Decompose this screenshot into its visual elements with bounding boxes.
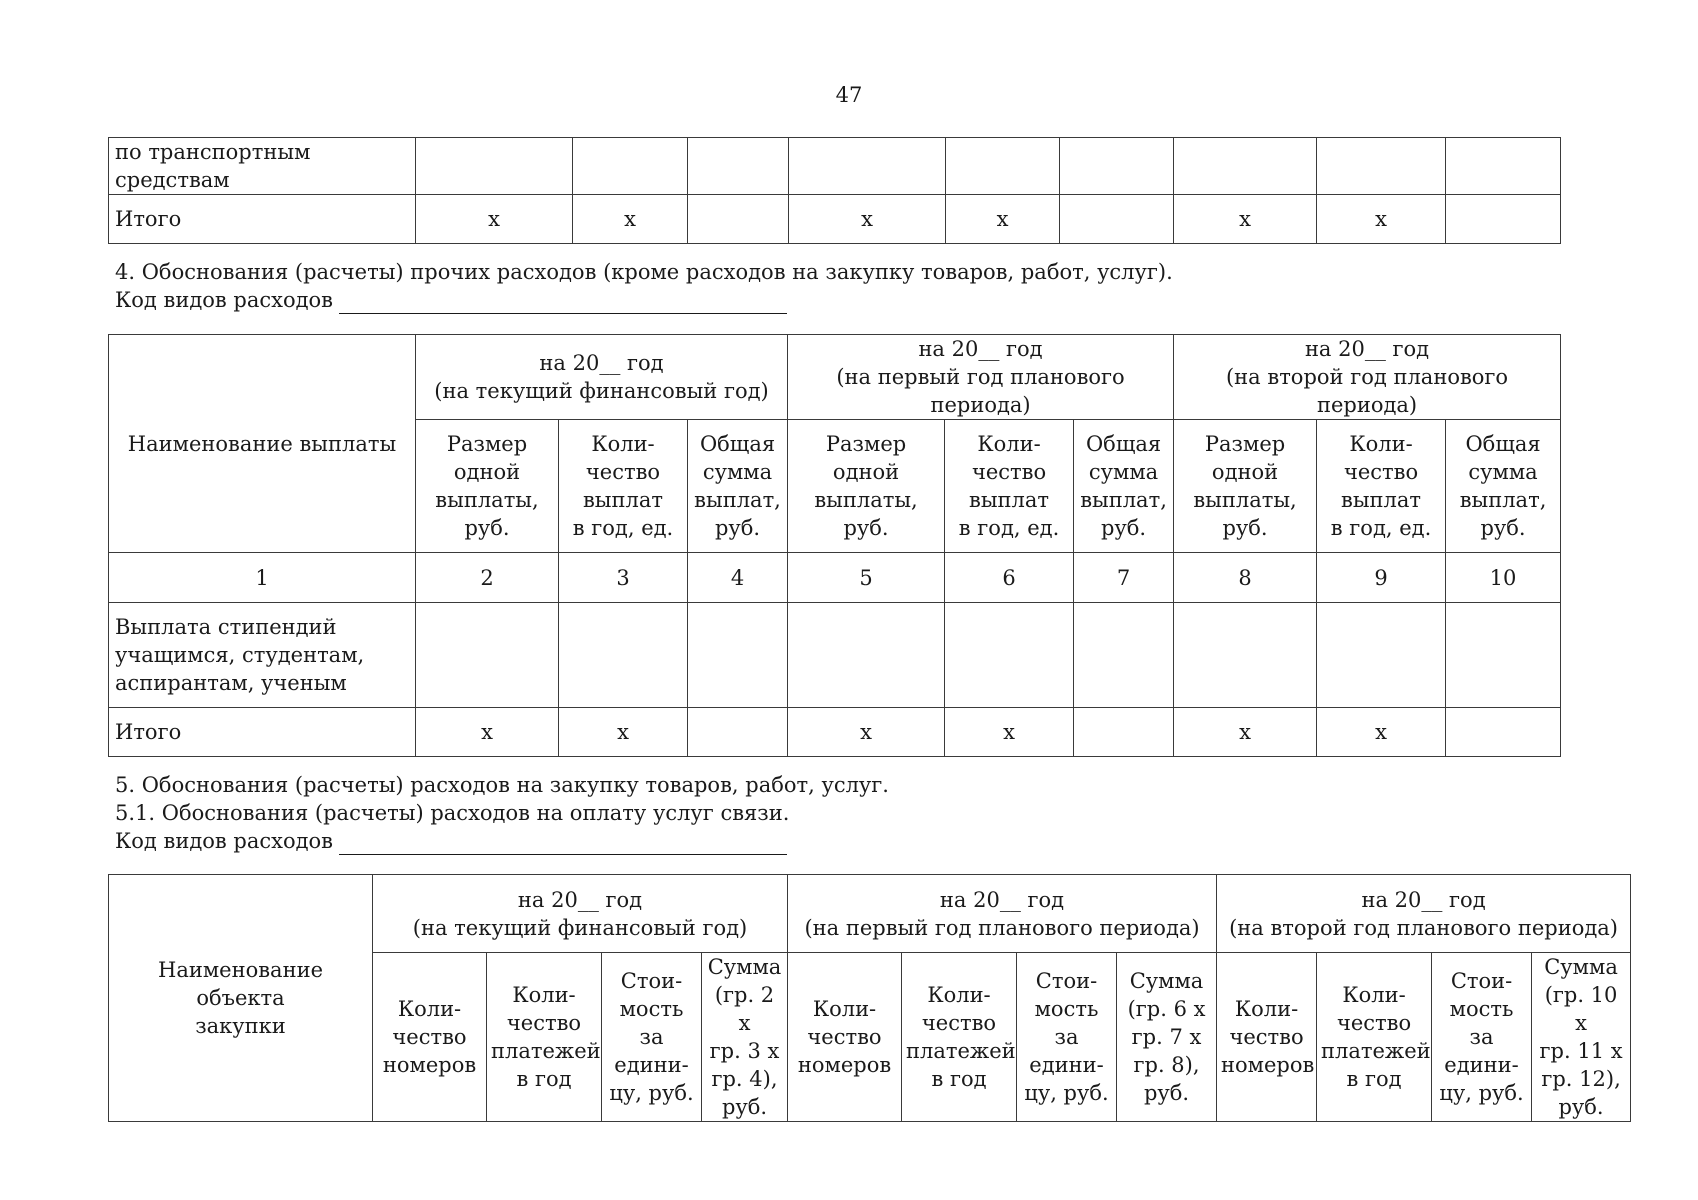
code-blank (339, 832, 787, 855)
col-number: 3 (559, 553, 688, 603)
x-mark: х (573, 195, 688, 244)
col-number: 7 (1074, 553, 1174, 603)
section4-heading: 4. Обоснования (расчеты) прочих расходов (кроме расходов на закупку товаров, работ, услуг). (115, 260, 1173, 284)
section5-subheading: 5.1. Обоснования (расчеты) расходов на оплату услуг связи. (115, 801, 790, 825)
col-sum: Сумма (гр. 2 х гр. 3 х гр. 4), руб. (702, 953, 788, 1122)
x-mark: х (416, 195, 573, 244)
col-count: Коли- чество выплат в год, ед. (1317, 420, 1446, 553)
communication-services-table (108, 874, 1631, 1122)
name-header: Наименование объекта закупки (109, 875, 373, 1122)
col-payments: Коли- чество платежей в год (1317, 953, 1432, 1122)
total-label: Итого (109, 708, 416, 757)
col-numbers: Коли- чество номеров (788, 953, 902, 1122)
year-first-header: на 20__ год (на первый год планового периода) (788, 875, 1217, 953)
col-total: Общая сумма выплат, руб. (1446, 420, 1561, 553)
column-numbers-row (109, 553, 1561, 603)
col-number: 4 (688, 553, 788, 603)
x-mark: х (416, 708, 559, 757)
col-number: 5 (788, 553, 945, 603)
col-numbers: Коли- чество номеров (373, 953, 487, 1122)
page-number: 47 (835, 83, 863, 107)
section4-code-line (115, 286, 787, 314)
year-current-header: на 20__ год (на текущий финансовый год) (373, 875, 788, 953)
x-mark: х (946, 195, 1060, 244)
col-payments: Коли- чество платежей в год (902, 953, 1017, 1122)
row-label: Выплата стипендий учащимся, студентам, аспирантам, ученым (109, 603, 416, 708)
col-numbers: Коли- чество номеров (1217, 953, 1317, 1122)
col-sum: Сумма (гр. 6 х гр. 7 х гр. 8), руб. (1117, 953, 1217, 1122)
col-size: Размер одной выплаты, руб. (788, 420, 945, 553)
col-size: Размер одной выплаты, руб. (1174, 420, 1317, 553)
col-cost: Стои- мость за едини- цу, руб. (1017, 953, 1117, 1122)
year-second-header: на 20__ год (на второй год планового периода) (1217, 875, 1631, 953)
x-mark: х (788, 708, 945, 757)
col-cost: Стои- мость за едини- цу, руб. (1432, 953, 1532, 1122)
col-count: Коли- чество выплат в год, ед. (559, 420, 688, 553)
table-row (109, 138, 1561, 195)
table-row (109, 195, 1561, 244)
transport-table (108, 137, 1561, 244)
col-number: 8 (1174, 553, 1317, 603)
col-count: Коли- чество выплат в год, ед. (945, 420, 1074, 553)
col-number: 1 (109, 553, 416, 603)
x-mark: х (559, 708, 688, 757)
section5-heading: 5. Обоснования (расчеты) расходов на закупку товаров, работ, услуг. (115, 773, 889, 797)
x-mark: х (789, 195, 946, 244)
code-label: Код видов расходов (115, 829, 333, 853)
x-mark: х (945, 708, 1074, 757)
table-row (109, 708, 1561, 757)
table-row (109, 603, 1561, 708)
col-sum: Сумма (гр. 10 х гр. 11 х гр. 12), руб. (1532, 953, 1631, 1122)
col-size: Размер одной выплаты, руб. (416, 420, 559, 553)
code-label: Код видов расходов (115, 288, 333, 312)
table-header-row (109, 875, 1631, 953)
col-number: 10 (1446, 553, 1561, 603)
col-number: 2 (416, 553, 559, 603)
x-mark: х (1317, 195, 1446, 244)
total-label: Итого (109, 195, 416, 244)
year-first-header: на 20__ год (на первый год планового периода) (788, 335, 1174, 420)
x-mark: х (1174, 195, 1317, 244)
col-total: Общая сумма выплат, руб. (1074, 420, 1174, 553)
table-header-row (109, 335, 1561, 420)
row-label: по транспортным средствам (109, 138, 416, 195)
x-mark: х (1317, 708, 1446, 757)
col-number: 6 (945, 553, 1074, 603)
col-total: Общая сумма выплат, руб. (688, 420, 788, 553)
year-current-header: на 20__ год (на текущий финансовый год) (416, 335, 788, 420)
col-number: 9 (1317, 553, 1446, 603)
code-blank (339, 291, 787, 314)
col-payments: Коли- чество платежей в год (487, 953, 602, 1122)
year-second-header: на 20__ год (на второй год планового периода) (1174, 335, 1561, 420)
payments-table (108, 334, 1561, 757)
x-mark: х (1174, 708, 1317, 757)
col-cost: Стои- мость за едини- цу, руб. (602, 953, 702, 1122)
section5-code-line (115, 827, 787, 855)
name-header: Наименование выплаты (109, 335, 416, 553)
